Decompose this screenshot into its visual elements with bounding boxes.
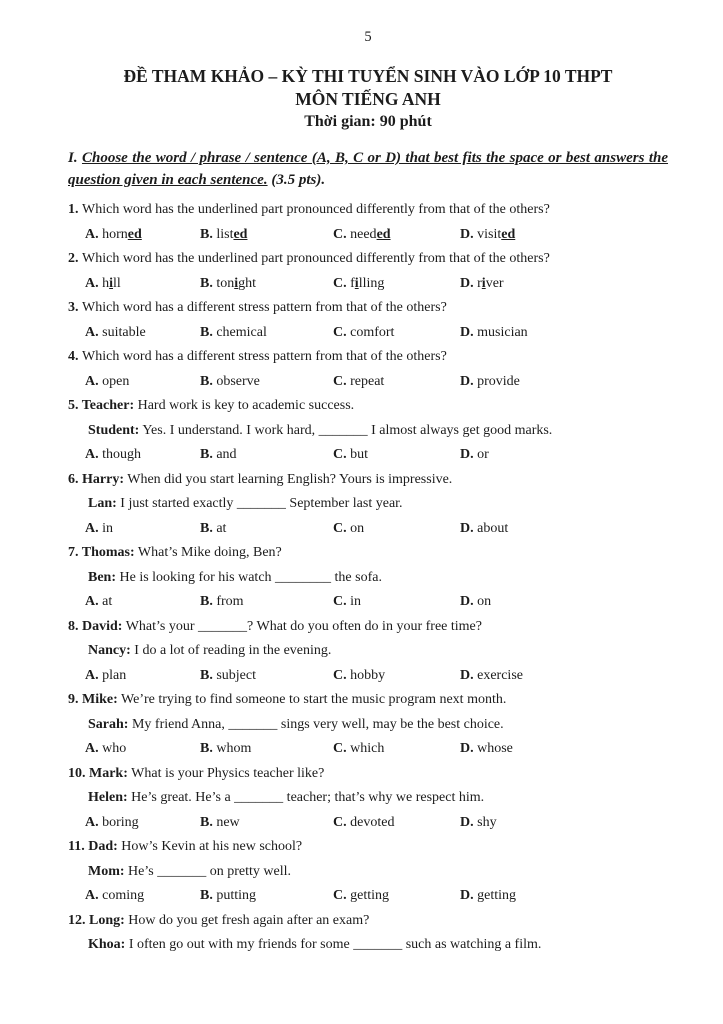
text-segment: new [216,814,240,830]
question-number: 4. [68,349,82,364]
option-label: B. [200,520,217,536]
text-segment: Which word has the underlined part pronounced differently from that of the others? [82,251,550,266]
option-label: D. [460,324,478,340]
question-number: 1. [68,202,82,217]
text-segment: getting [350,888,390,903]
underlined-part: i [109,275,114,291]
question-number: 2. [68,251,82,266]
text-segment: list [216,226,234,242]
text-segment: What is your Physics teacher like? [127,765,325,781]
options-row [68,884,668,909]
option-label: D. [460,667,478,683]
text-segment: hobby [350,667,386,683]
text-segment: What’s your _______? What do you often do in your free time? [122,618,482,634]
option-label: C. [333,888,351,903]
text-segment: lling [358,275,385,291]
text-segment: What’s Mike doing, Ben? [134,545,282,560]
question-line [68,345,668,370]
option-b [200,664,333,689]
option-a [85,321,200,346]
question-line [68,296,668,321]
option-d [460,321,668,346]
question-block [68,345,668,394]
text-segment: who [102,741,127,756]
options-row [68,443,668,468]
underlined-part: i [481,275,486,291]
option-a [85,370,200,395]
text-segment: in [350,594,362,609]
option-label: A. [85,741,103,756]
option-d [460,884,668,909]
underlined-part: ed [233,226,248,242]
option-a [85,664,200,689]
text-segment: boring [102,814,139,830]
question-line [68,541,668,566]
text-segment: We’re trying to find someone to start the music program next month. [117,692,507,707]
option-label: D. [460,447,478,462]
text-segment: devoted [350,814,395,830]
question-line [68,713,668,738]
options-row [68,664,668,689]
option-label: A. [85,667,103,683]
page-number: 5 [364,29,372,45]
question-line [68,492,668,517]
option-c [333,370,460,395]
text-segment: provide [477,373,520,389]
speaker-name: Long: [89,912,125,928]
question-block [68,394,668,468]
option-label: B. [200,275,217,291]
text-segment: comfort [350,324,395,340]
text-segment: I often go out with my friends for some _______ such as watching a film. [125,937,542,952]
option-d [460,443,668,468]
text-segment: whom [216,741,252,756]
question-number: 9. [68,692,82,707]
option-label: B. [200,741,217,756]
question-line [68,639,668,664]
question-line [68,247,668,272]
question-line [68,566,668,591]
text-segment: suitable [102,324,146,340]
option-label: D. [460,741,478,756]
section-heading [68,148,668,191]
option-label: D. [460,594,478,609]
option-label: D. [460,814,478,830]
option-label: C. [333,741,351,756]
option-label: A. [85,814,103,830]
speaker-name: Harry: [82,471,124,487]
text-segment: ver [485,275,504,291]
text-segment: I just started exactly _______ September last year. [116,496,403,511]
text-segment: or [477,447,489,462]
underlined-part: i [354,275,359,291]
text-segment: horn [102,226,128,242]
option-label: C. [333,520,351,536]
option-label: D. [460,373,478,389]
option-b [200,223,333,248]
speaker-name: Ben: [88,569,116,585]
option-c [333,884,460,909]
option-a [85,223,200,248]
question-block [68,688,668,762]
text-segment: My friend Anna, _______ sings very well, may be the best choice. [128,716,504,732]
text-segment: getting [477,888,517,903]
option-d [460,590,668,615]
text-segment: Which word has the underlined part pronounced differently from that of the others? [82,202,550,217]
option-a [85,517,200,542]
text-segment: h [102,275,110,291]
option-b [200,811,333,836]
question-block [68,296,668,345]
section-points: (3.5 pts). [267,171,326,188]
question-block [68,247,668,296]
option-label: C. [333,373,351,389]
option-label: A. [85,447,103,462]
option-b [200,884,333,909]
option-label: B. [200,447,217,462]
speaker-name: Helen: [88,790,128,805]
question-line [68,860,668,885]
text-segment: ll [113,275,121,291]
option-label: B. [200,888,217,903]
text-segment: subject [216,667,256,683]
text-segment: ton [216,275,235,291]
text-segment: on [350,520,365,536]
question-number: 7. [68,545,82,560]
speaker-name: Khoa: [88,937,126,952]
text-segment: visit [477,226,502,242]
question-block [68,468,668,542]
text-segment: need [350,226,377,242]
text-segment: Which word has a different stress pattern from that of the others? [82,349,447,364]
option-label: C. [333,324,351,340]
text-segment: f [350,275,355,291]
speaker-name: Nancy: [88,643,131,658]
options-row [68,737,668,762]
option-c [333,737,460,762]
option-c [333,664,460,689]
option-label: D. [460,226,478,242]
question-line [68,688,668,713]
option-label: C. [333,226,351,242]
question-number: 3. [68,300,82,315]
text-segment: How’s Kevin at his new school? [117,839,303,854]
options-row [68,370,668,395]
option-a [85,811,200,836]
option-b [200,272,333,297]
section-instruction: Choose the word / phrase / sentence (A, B, C or D) that best fits the space or best answers the question given in each sentence. [68,150,669,188]
speaker-name: Mom: [88,863,125,879]
speaker-name: Mark: [89,765,128,781]
option-label: C. [333,667,351,683]
text-segment: putting [216,888,257,903]
option-label: B. [200,814,217,830]
text-segment: observe [216,373,260,389]
text-segment: in [102,520,114,536]
text-segment: at [102,594,113,609]
option-b [200,321,333,346]
option-label: A. [85,373,103,389]
question-block [68,762,668,836]
section-number: I. [68,150,82,166]
option-d [460,737,668,762]
text-segment: and [216,447,237,462]
option-a [85,590,200,615]
option-b [200,443,333,468]
option-label: A. [85,888,103,903]
question-line [68,394,668,419]
options-row [68,223,668,248]
option-c [333,590,460,615]
option-label: D. [460,888,478,903]
speaker-name: Teacher: [81,398,135,413]
option-d [460,370,668,395]
question-block [68,615,668,689]
question-number: 8. [68,618,82,634]
option-c [333,517,460,542]
option-label: A. [85,324,103,340]
question-line [68,615,668,640]
option-c [333,272,460,297]
option-a [85,443,200,468]
underlined-part: ed [376,226,391,242]
questions-list [68,198,668,958]
option-label: C. [333,814,351,830]
option-c [333,443,460,468]
text-segment: from [216,594,244,609]
question-line [68,762,668,787]
speaker-name: Lan: [88,496,117,511]
option-b [200,737,333,762]
exam-title-block [68,65,668,133]
options-row [68,321,668,346]
option-a [85,884,200,909]
text-segment: whose [477,741,513,756]
option-c [333,223,460,248]
speaker-name: Mike: [82,692,118,707]
exam-title-line-1: ĐỀ THAM KHẢO – KỲ THI TUYỂN SINH VÀO LỚP 10 THPT [123,66,613,86]
question-block [68,909,668,958]
speaker-name: David: [82,618,123,634]
option-c [333,811,460,836]
option-label: A. [85,226,103,242]
text-segment: shy [477,814,497,830]
underlined-part: ed [127,226,142,242]
text-segment: I do a lot of reading in the evening. [130,643,332,658]
text-segment: on [477,594,492,609]
text-segment: When did you start learning English? Yours is impressive. [123,471,453,487]
question-number: 10. [68,765,89,781]
text-segment: open [102,373,130,389]
option-a [85,272,200,297]
text-segment: Hard work is key to academic success. [134,398,355,413]
options-row [68,590,668,615]
text-segment: about [477,520,509,536]
option-label: C. [333,275,351,291]
text-segment: He is looking for his watch ________ the sofa. [116,569,382,585]
speaker-name: Sarah: [88,716,129,732]
option-label: B. [200,594,217,609]
question-number: 6. [68,471,82,487]
option-d [460,272,668,297]
option-label: B. [200,226,217,242]
speaker-name: Thomas: [81,545,135,560]
options-row [68,811,668,836]
text-segment: though [102,447,142,462]
option-b [200,590,333,615]
options-row [68,517,668,542]
exam-title-line-2: MÔN TIẾNG ANH [295,89,441,109]
text-segment: at [216,520,227,536]
question-line [68,909,668,934]
option-d [460,223,668,248]
text-segment: He’s great. He’s a _______ teacher; that’s why we respect him. [127,790,485,805]
question-line [68,835,668,860]
option-a [85,737,200,762]
option-b [200,517,333,542]
text-segment: plan [102,667,127,683]
speaker-name: Dad: [88,839,118,854]
text-segment: but [350,447,369,462]
text-segment: musician [477,324,528,340]
text-segment: Yes. I understand. I work hard, _______ I almost always get good marks. [139,422,553,438]
option-d [460,517,668,542]
underlined-part: ed [501,226,516,242]
question-line [68,468,668,493]
option-d [460,664,668,689]
text-segment: How do you get fresh again after an exam? [124,912,370,928]
option-label: B. [200,373,217,389]
exam-duration: Thời gian: 90 phút [304,113,432,130]
option-label: C. [333,447,351,462]
option-b [200,370,333,395]
text-segment: repeat [350,373,385,389]
question-number: 12. [68,912,89,928]
question-block [68,835,668,909]
question-block [68,541,668,615]
text-segment: exercise [477,667,523,683]
option-label: A. [85,594,103,609]
option-label: C. [333,594,351,609]
text-segment: r [477,275,482,291]
text-segment: chemical [216,324,267,340]
option-label: A. [85,275,103,291]
text-segment: Which word has a different stress pattern from that of the others? [82,300,447,315]
question-block [68,198,668,247]
text-segment: He’s _______ on pretty well. [124,863,291,879]
options-row [68,272,668,297]
option-label: B. [200,667,217,683]
text-segment: which [350,741,385,756]
option-label: A. [85,520,103,536]
question-line [68,933,668,958]
question-line [68,198,668,223]
question-number: 5. [68,398,82,413]
underlined-part: i [234,275,239,291]
option-c [333,321,460,346]
question-line [68,419,668,444]
question-line [68,786,668,811]
option-label: D. [460,520,478,536]
question-number: 11. [68,839,89,854]
text-segment: coming [102,888,145,903]
option-d [460,811,668,836]
option-label: D. [460,275,478,291]
option-label: B. [200,324,217,340]
text-segment: ght [238,275,257,291]
speaker-name: Student: [88,422,140,438]
